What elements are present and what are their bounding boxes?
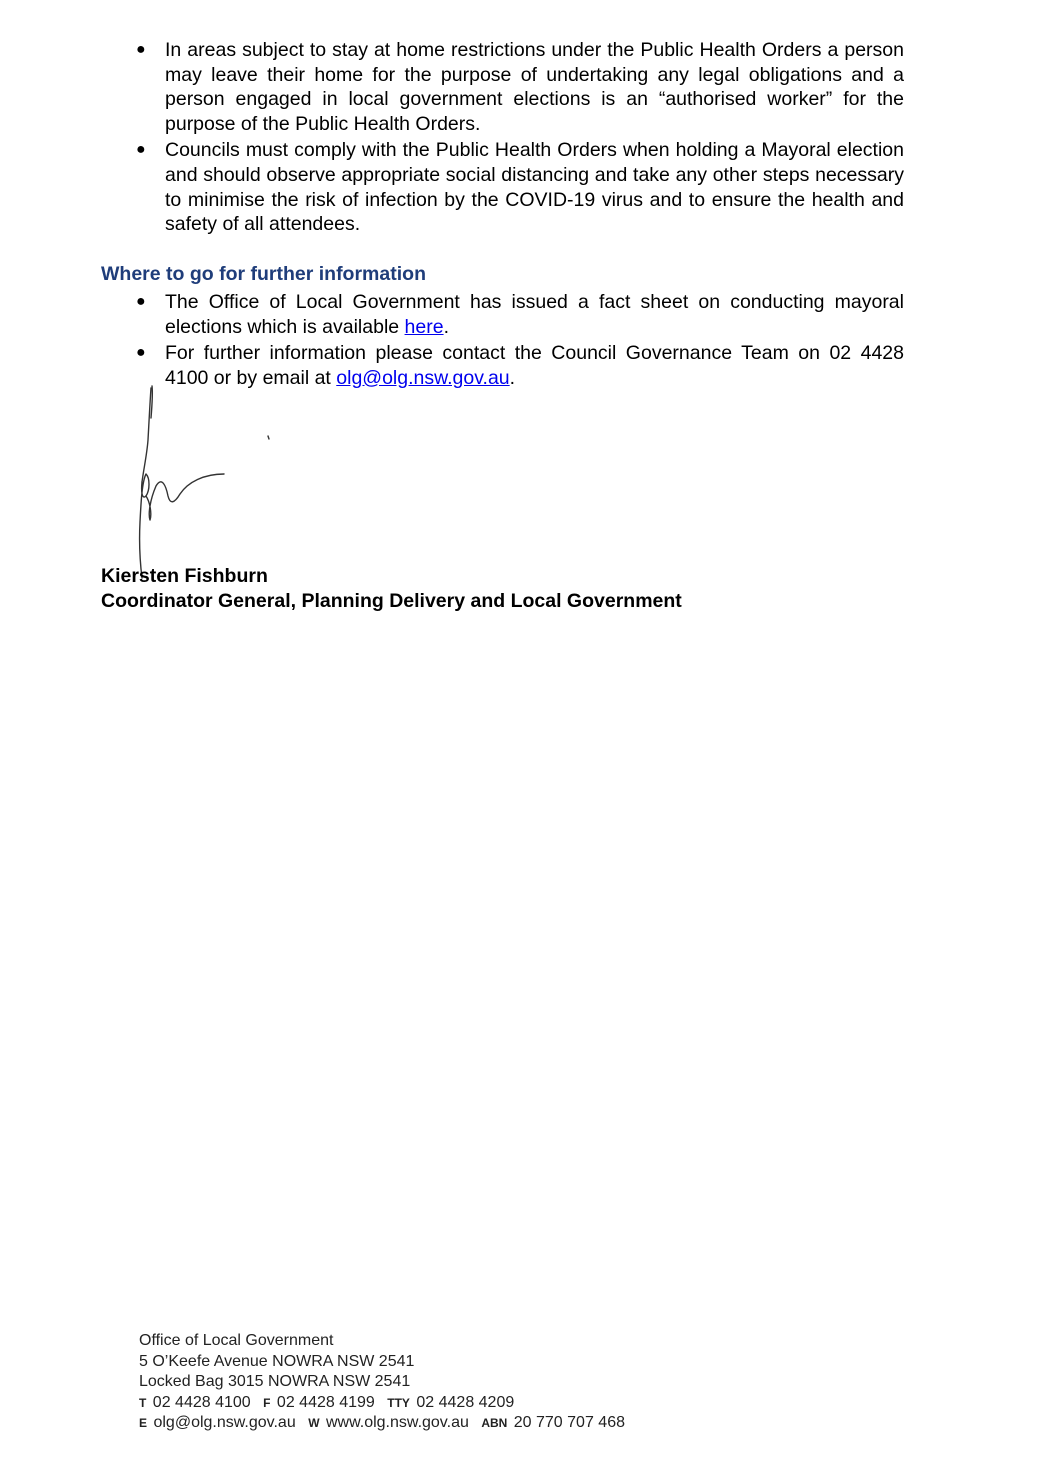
phone-label: T (139, 1395, 147, 1410)
bullet-icon: ● (136, 344, 146, 362)
email-label: E (139, 1416, 148, 1430)
tty-value: 02 4428 4209 (416, 1393, 515, 1411)
bullet-icon: ● (136, 293, 146, 310)
abn-label: ABN (481, 1416, 508, 1430)
email-value: olg@olg.nsw.gov.au (153, 1414, 296, 1431)
list-item (133, 138, 904, 236)
website-value: www.olg.nsw.gov.au (325, 1414, 469, 1431)
footer-contact-line (139, 1413, 625, 1434)
list-item (133, 38, 904, 136)
list-item (133, 290, 904, 339)
further-info-bullet-list (133, 290, 904, 392)
fax-label: F (263, 1395, 271, 1410)
contact-text: For further information please contact the Council Governance Team on 02 4428 4100 or by email at (165, 342, 904, 389)
fact-sheet-link[interactable]: here (404, 315, 444, 338)
phone-value: 02 4428 4100 (152, 1393, 251, 1411)
restrictions-bullet-list (133, 38, 904, 239)
tty-label: TTY (387, 1395, 410, 1410)
footer-phone-line (139, 1393, 625, 1414)
signatory-name: Kiersten Fishburn (101, 565, 268, 587)
bullet-icon: ● (136, 41, 146, 58)
bullet-text: In areas subject to stay at home restrictions under the Public Health Orders a person may leave their home for the purpose of undertaking any legal obligations and a person engaged in local government elections is an “authorised worker” for the purpose of the Public Health Orders. (165, 39, 904, 135)
page-footer (139, 1331, 625, 1434)
bullet-icon: ● (136, 141, 146, 159)
abn-value: 20 770 707 468 (513, 1414, 625, 1431)
fax-value: 02 4428 4199 (276, 1393, 375, 1411)
fact-sheet-text: The Office of Local Government has issued a fact sheet on conducting mayoral elections which is available (165, 291, 904, 338)
section-heading: Where to go for further information (101, 263, 426, 285)
footer-org: Office of Local Government (139, 1332, 334, 1349)
bullet-text: Councils must comply with the Public Health Orders when holding a Mayoral election and should observe appropriate social distancing and take any other steps necessary to minimise the risk of infection by the COVID-19 virus and to ensure the health and safety of all attendees. (165, 139, 904, 236)
website-label: W (308, 1416, 320, 1430)
email-link[interactable]: olg@olg.nsw.gov.au (336, 366, 510, 389)
punctuation: . (443, 315, 449, 338)
signatory-title: Coordinator General, Planning Delivery and Local Government (101, 590, 682, 612)
bullet-text (165, 291, 904, 338)
footer-street-address: 5 O’Keefe Avenue NOWRA NSW 2541 (139, 1352, 415, 1370)
handwritten-signature (128, 382, 278, 582)
punctuation: . (509, 366, 516, 389)
footer-postal-address: Locked Bag 3015 NOWRA NSW 2541 (139, 1373, 411, 1390)
